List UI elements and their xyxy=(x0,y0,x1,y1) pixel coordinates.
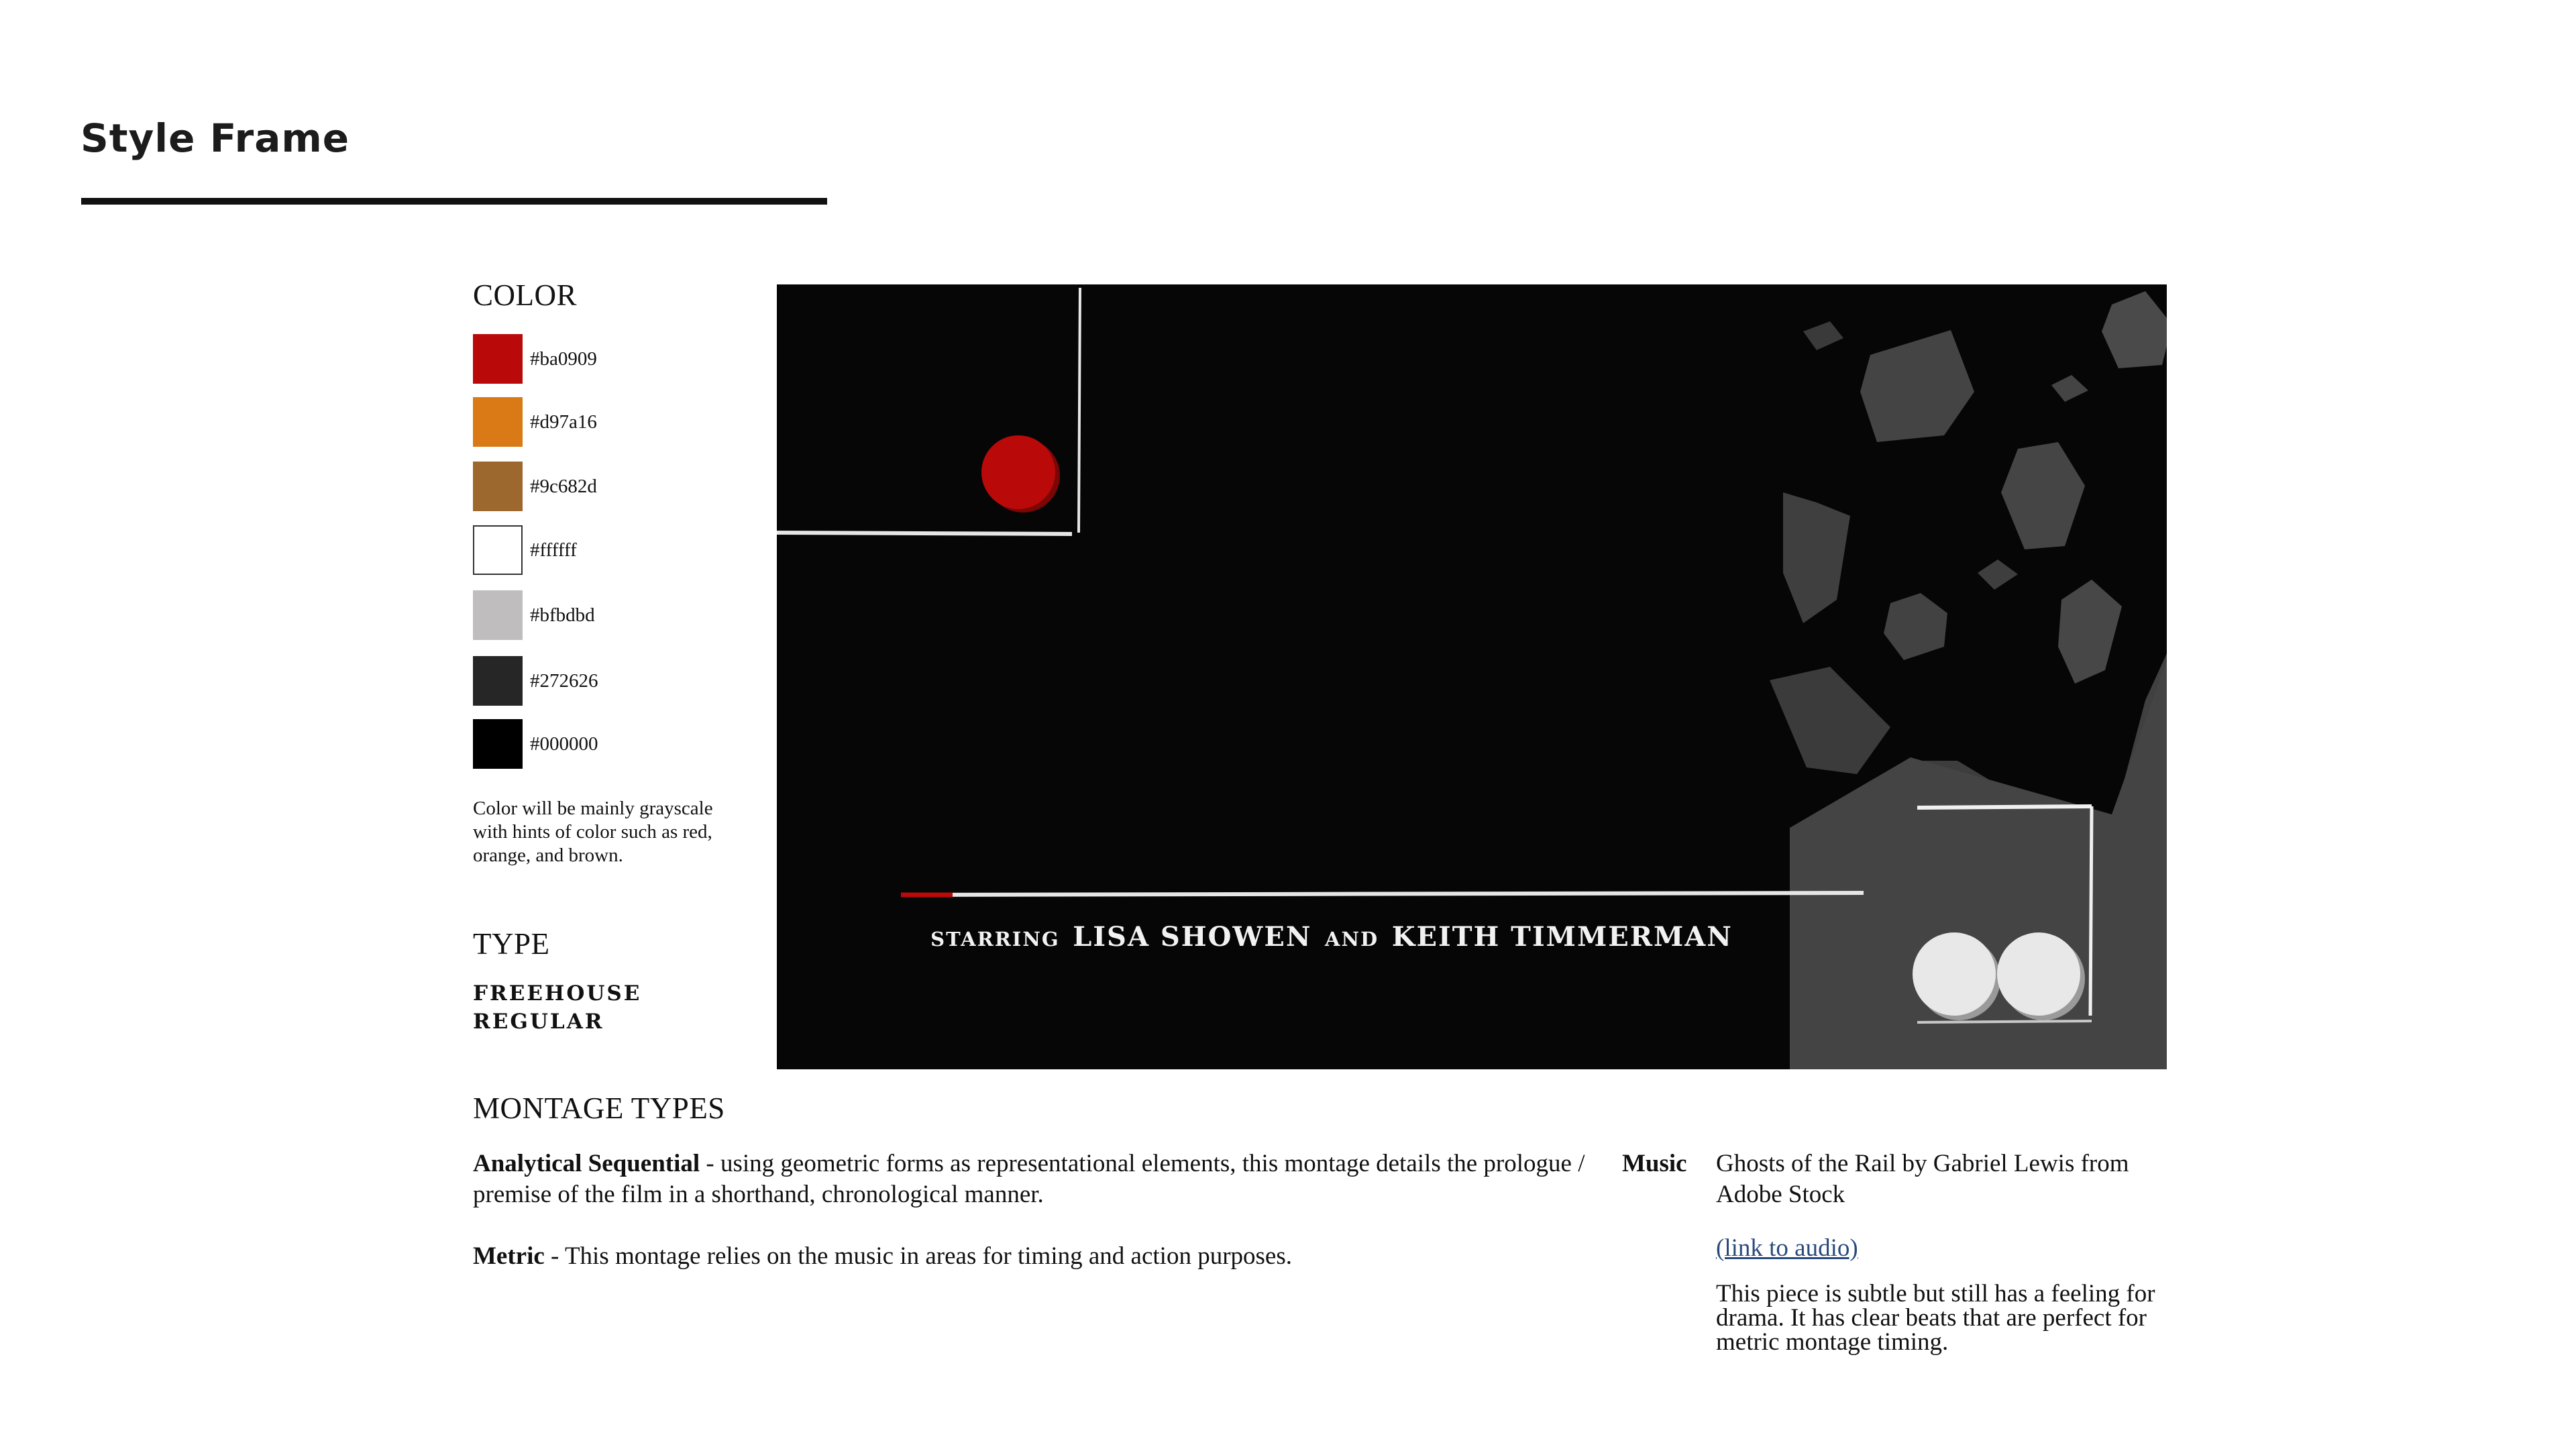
audio-link[interactable]: (link to audio) xyxy=(1716,1234,1858,1262)
swatch-white-label: #ffffff xyxy=(530,539,577,561)
type-font-line2: REGULAR xyxy=(473,1010,604,1034)
box-line-right xyxy=(2090,806,2092,1016)
credit-prefix: STARRING xyxy=(930,928,1060,951)
metric-text: - This montage relies on the music in areas for timing and action purposes. xyxy=(544,1242,1292,1270)
swatch-red xyxy=(473,334,523,384)
swatch-brown xyxy=(473,462,523,511)
swatch-black xyxy=(473,719,523,769)
type-font-line1: FREEHOUSE xyxy=(473,981,642,1006)
swatch-dark-gray-label: #272626 xyxy=(530,670,598,692)
music-label: Music xyxy=(1622,1150,1687,1177)
analytical-paragraph xyxy=(473,1148,1587,1210)
style-frame-image xyxy=(777,284,2167,1069)
white-ball-2 xyxy=(1997,932,2080,1016)
frame-line-vertical xyxy=(1079,288,1080,533)
type-heading: TYPE xyxy=(473,927,550,961)
swatch-light-gray xyxy=(473,590,523,640)
swatch-light-gray-label: #bfbdbd xyxy=(530,604,595,626)
music-description: This piece is subtle but still has a feeling for drama. It has clear beats that are perfect for metric montage timing. xyxy=(1716,1280,2155,1356)
swatch-red-label: #ba0909 xyxy=(530,348,597,370)
swatch-dark-gray xyxy=(473,656,523,706)
credit-actor-1: LISA SHOWEN xyxy=(1073,921,1312,953)
page-title: Style Frame xyxy=(80,115,350,161)
white-ball-1 xyxy=(1913,932,1996,1016)
credit-actor-2: KEITH TIMMERMAN xyxy=(1391,921,1733,953)
music-track: Ghosts of the Rail by Gabriel Lewis from Adobe Stock xyxy=(1716,1150,2129,1208)
swatch-white xyxy=(473,525,523,575)
montage-heading: MONTAGE TYPES xyxy=(473,1091,725,1125)
title-rule xyxy=(81,198,827,205)
color-heading: COLOR xyxy=(473,278,578,312)
analytical-term: Analytical Sequential xyxy=(473,1150,700,1177)
color-note: Color will be mainly grayscale with hints of color such as red, orange, and brown. xyxy=(473,798,713,866)
box-line-top xyxy=(1917,806,2092,808)
type-font-name xyxy=(473,979,641,1036)
swatch-black-label: #000000 xyxy=(530,733,598,755)
box-line-bottom xyxy=(1917,1021,2092,1022)
swatch-brown-label: #9c682d xyxy=(530,476,597,497)
credit-line xyxy=(901,893,1864,895)
metric-paragraph xyxy=(473,1241,1587,1272)
red-ball xyxy=(981,435,1055,509)
swatch-orange xyxy=(473,397,523,447)
metric-term: Metric xyxy=(473,1242,545,1270)
credit-and: AND xyxy=(1324,928,1379,951)
frame-line-left xyxy=(777,533,1072,534)
analytical-text: - using geometric forms as representational elements, this montage details the prologue / premise of the film in a shorthand, chronological manner. xyxy=(473,1150,1585,1208)
swatch-orange-label: #d97a16 xyxy=(530,411,597,433)
